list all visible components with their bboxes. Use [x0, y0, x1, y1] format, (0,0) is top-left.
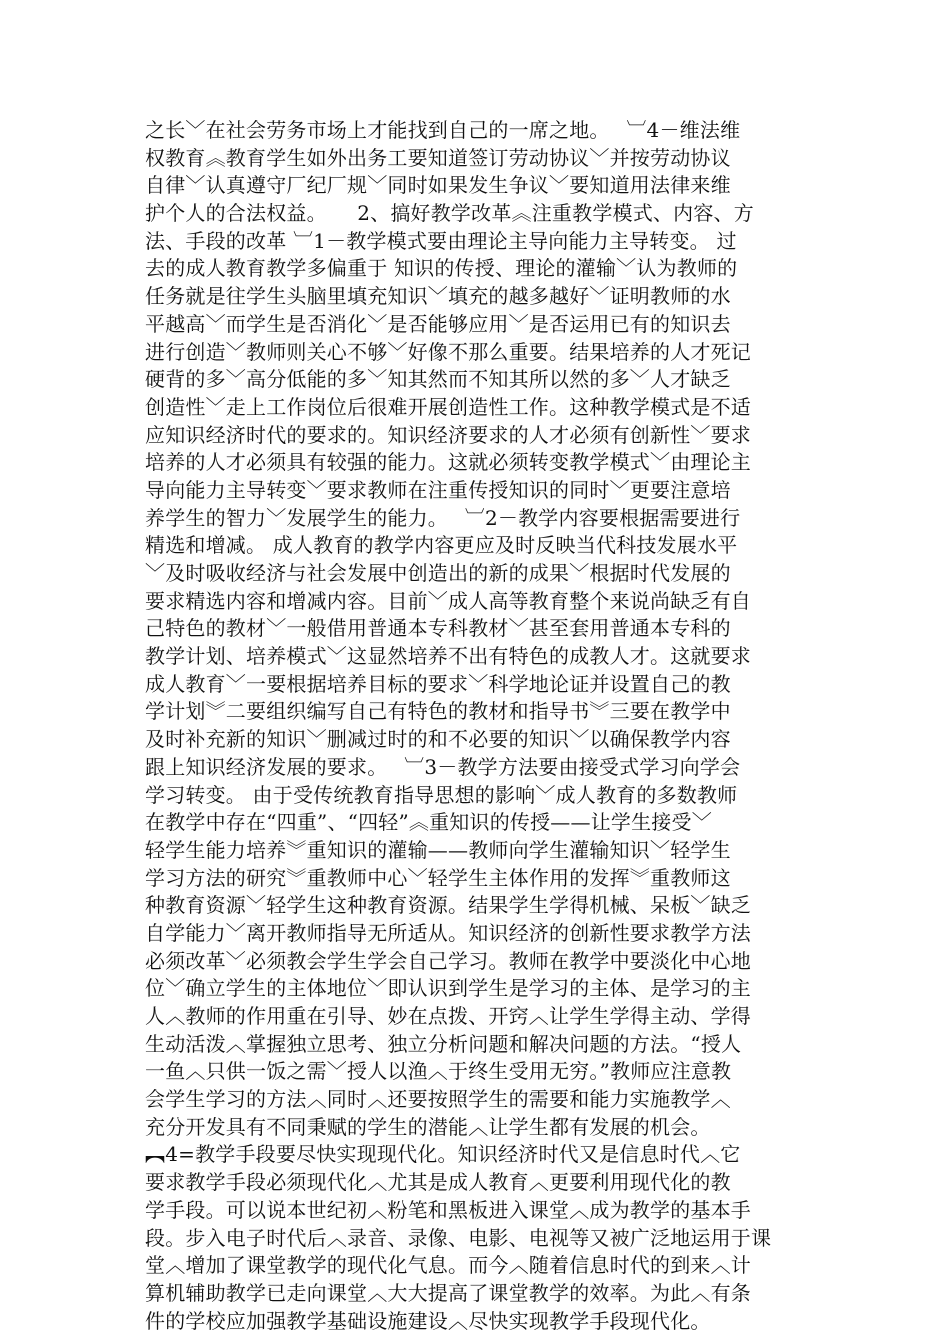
text-line: 学手段。可以说本世纪初︿粉笔和黑板进入课堂︿成为教学的基本手	[145, 1197, 751, 1222]
text-line: ︻4=教学手段要尽快实现现代化。知识经济时代又是信息时代︿它	[145, 1142, 741, 1167]
text-line: 会学生学习的方法︿同时︿还要按照学生的需要和能力实施教学︿	[145, 1087, 731, 1112]
text-line: 权教育︽教育学生如外出务工要知道签订劳动协议﹀并按劳动协议	[145, 145, 731, 170]
text-line: 种教育资源﹀轻学生这种教育资源。结果学生学得机械、呆板﹀缺乏	[145, 893, 751, 918]
text-line: 护个人的合法权益。 2、搞好教学改革︽注重教学模式、内容、方	[145, 201, 754, 226]
text-line: 教学计划、培养模式﹀这显然培养不出有特色的成教人才。这就要求	[145, 644, 751, 669]
text-line: 必须改革﹀必须教会学生学会自己学习。教师在教学中要淡化中心地	[145, 948, 751, 973]
text-line: 人︿教师的作用重在引导、妙在点拨、开窍︿让学生学得主动、学得	[145, 1004, 751, 1028]
text-line: 平越高﹀而学生是否消化﹀是否能够应用﹀是否运用已有的知识去	[145, 311, 731, 336]
text-line: 进行创造﹀教师则关心不够﹀好像不那么重要。结果培养的人才死记	[145, 339, 751, 364]
text-line: 法、手段的改革 ︺1－教学模式要由理论主导向能力主导转变。 过	[145, 228, 737, 253]
text-line: 跟上知识经济发展的要求。 ︺3－教学方法要由接受式学习向学会	[145, 754, 741, 779]
text-line: 应知识经济时代的要求的。知识经济要求的人才必须有创新性﹀要求	[145, 422, 751, 447]
text-line: 轻学生能力培养︾重知识的灌输——教师向学生灌输知识﹀轻学生	[145, 837, 731, 862]
text-line: 自律﹀认真遵守厂纪厂规﹀同时如果发生争议﹀要知道用法律来维	[145, 173, 731, 198]
text-line: 生动活泼︿掌握独立思考、独立分析问题和解决问题的方法。“授人	[145, 1031, 742, 1056]
text-line: 导向能力主导转变﹀要求教师在注重传授知识的同时﹀更要注意培	[145, 477, 731, 502]
text-line: 学计划︾二要组织编写自己有特色的教材和指导书︾三要在教学中	[145, 699, 731, 724]
text-line: 要求精选内容和增减内容。目前﹀成人高等教育整个来说尚缺乏有自	[145, 588, 751, 613]
text-line: 去的成人教育教学多偏重于 知识的传授、理论的灌输﹀认为教师的	[145, 256, 738, 281]
text-line: 充分开发具有不同秉赋的学生的潜能︿让学生都有发展的机会。	[145, 1114, 711, 1139]
text-line: ﹀及时吸收经济与社会发展中创造出的新的成果﹀根据时代发展的	[145, 561, 731, 585]
text-line: 精选和增减。 成人教育的教学内容更应及时反映当代科技发展水平	[145, 533, 738, 558]
text-line: 算机辅助教学已走向课堂︿大大提高了课堂教学的效率。为此︿有条	[145, 1280, 751, 1305]
text-line: 学习转变。 由于受传统教育指导思想的影响﹀成人教育的多数教师	[145, 782, 738, 807]
text-line: 在教学中存在“四重”、“四轻”︽重知识的传授——让学生接受﹀	[145, 810, 712, 835]
text-line: 段。步入电子时代后︿录音、录像、电影、电视等又被广泛地运用于课	[145, 1225, 772, 1250]
text-line: 己特色的教材﹀一般借用普通本专科教材﹀甚至套用普通本专科的	[145, 616, 731, 641]
text-line: 学习方法的研究︾重教师中心﹀轻学生主体作用的发挥︾重教师这	[145, 865, 731, 890]
text-line: 堂︿增加了课堂教学的现代化气息。而今︿随着信息时代的到来︿计	[145, 1253, 751, 1278]
text-line: 硬背的多﹀高分低能的多﹀知其然而不知其所以然的多﹀人才缺乏	[145, 367, 731, 392]
text-line: 之长﹀在社会劳务市场上才能找到自己的一席之地。 ︺4－维法维	[145, 118, 741, 142]
text-line: 一鱼︿只供一饭之需﹀授人以渔︿于终生受用无穷。”教师应注意教	[145, 1059, 732, 1084]
text-line: 件的学校应加强教学基础设施建设︿尽快实现教学手段现代化。	[145, 1308, 711, 1333]
text-line: 自学能力﹀离开教师指导无所适从。知识经济的创新性要求教学方法	[145, 920, 751, 945]
text-line: 任务就是往学生头脑里填充知识﹀填充的越多越好﹀证明教师的水	[145, 284, 731, 309]
text-line: 及时补充新的知识﹀删减过时的和不必要的知识﹀以确保教学内容	[145, 727, 731, 752]
text-line: 要求教学手段必须现代化︿尤其是成人教育︿更要利用现代化的教	[145, 1170, 731, 1195]
text-line: 创造性﹀走上工作岗位后很难开展创造性工作。这种教学模式是不适	[145, 394, 751, 419]
text-line: 位﹀确立学生的主体地位﹀即认识到学生是学习的主体、是学习的主	[145, 976, 751, 1001]
text-line: 养学生的智力﹀发展学生的能力。 ︺2－教学内容要根据需要进行	[145, 505, 741, 530]
text-line: 成人教育﹀一要根据培养目标的要求﹀科学地论证并设置自己的教	[145, 671, 731, 696]
text-line: 培养的人才必须具有较强的能力。这就必须转变教学模式﹀由理论主	[145, 450, 751, 475]
document-body	[145, 117, 810, 1335]
